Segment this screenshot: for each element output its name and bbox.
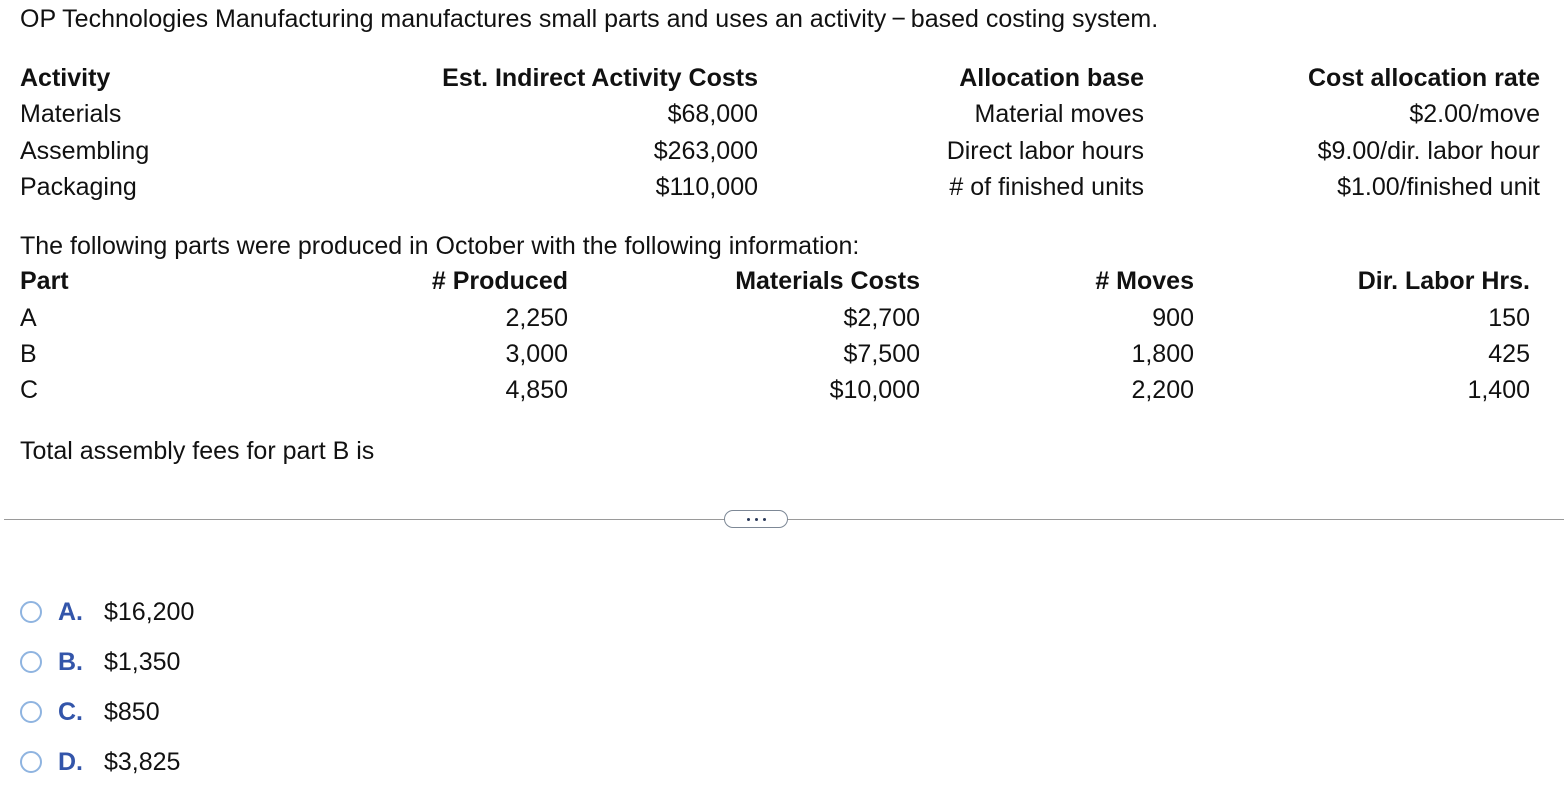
labor-hours-cell: 1,400 xyxy=(1467,376,1530,404)
activity-header: Activity xyxy=(20,64,111,92)
option-letter: C. xyxy=(58,697,83,726)
base-cell: # of finished units xyxy=(949,173,1144,201)
part-cell: A xyxy=(20,304,37,332)
answer-option-c[interactable] xyxy=(20,697,160,727)
labor-hours-cell: 425 xyxy=(1488,340,1530,368)
question-prompt: Total assembly fees for part B is xyxy=(20,437,375,465)
option-value: $850 xyxy=(104,697,160,726)
rate-header: Cost allocation rate xyxy=(1308,64,1540,92)
ellipsis-icon xyxy=(747,518,750,521)
moves-header: # Moves xyxy=(1095,267,1194,295)
part-cell: C xyxy=(20,376,39,404)
activity-cell: Materials xyxy=(20,100,122,128)
option-letter: D. xyxy=(58,747,83,776)
base-cell: Material moves xyxy=(974,100,1144,128)
base-cell: Direct labor hours xyxy=(946,137,1144,165)
est-costs-header: Est. Indirect Activity Costs xyxy=(442,64,758,92)
option-letter: B. xyxy=(58,647,83,676)
moves-cell: 1,800 xyxy=(1131,340,1194,368)
more-button[interactable] xyxy=(724,510,788,528)
rate-cell: $9.00/dir. labor hour xyxy=(1317,137,1540,165)
rate-cell: $1.00/finished unit xyxy=(1337,173,1540,201)
produced-cell: 2,250 xyxy=(505,304,568,332)
cost-cell: $263,000 xyxy=(653,137,758,165)
part-cell: B xyxy=(20,340,37,368)
answer-option-a[interactable] xyxy=(20,597,194,627)
materials-costs-cell: $2,700 xyxy=(843,304,920,332)
activity-cell: Packaging xyxy=(20,173,137,201)
radio-circle-icon[interactable] xyxy=(20,651,42,673)
cost-cell: $110,000 xyxy=(655,173,758,201)
option-value: $3,825 xyxy=(104,747,181,776)
materials-costs-cell: $7,500 xyxy=(843,340,920,368)
answer-option-b[interactable] xyxy=(20,647,180,677)
rate-cell: $2.00/move xyxy=(1409,100,1540,128)
parts-intro: The following parts were produced in October with the following information: xyxy=(20,232,860,260)
materials-costs-header: Materials Costs xyxy=(735,267,920,295)
labor-hours-header: Dir. Labor Hrs. xyxy=(1357,267,1530,295)
activity-cell: Assembling xyxy=(20,137,150,165)
produced-header: # Produced xyxy=(431,267,568,295)
produced-cell: 4,850 xyxy=(505,376,568,404)
cost-cell: $68,000 xyxy=(667,100,758,128)
radio-circle-icon[interactable] xyxy=(20,751,42,773)
moves-cell: 2,200 xyxy=(1131,376,1194,404)
radio-circle-icon[interactable] xyxy=(20,601,42,623)
radio-circle-icon[interactable] xyxy=(20,701,42,723)
labor-hours-cell: 150 xyxy=(1488,304,1530,332)
ellipsis-icon xyxy=(755,518,758,521)
option-value: $1,350 xyxy=(104,647,181,676)
answer-option-d[interactable] xyxy=(20,747,180,777)
produced-cell: 3,000 xyxy=(505,340,568,368)
part-header: Part xyxy=(20,267,69,295)
allocation-base-header: Allocation base xyxy=(959,64,1144,92)
option-value: $16,200 xyxy=(104,597,195,626)
option-letter: A. xyxy=(58,597,83,626)
ellipsis-icon xyxy=(763,518,766,521)
question-intro: OP Technologies Manufacturing manufactures small parts and uses an activity − based costing system. xyxy=(20,5,1159,33)
moves-cell: 900 xyxy=(1152,304,1194,332)
materials-costs-cell: $10,000 xyxy=(829,376,920,404)
